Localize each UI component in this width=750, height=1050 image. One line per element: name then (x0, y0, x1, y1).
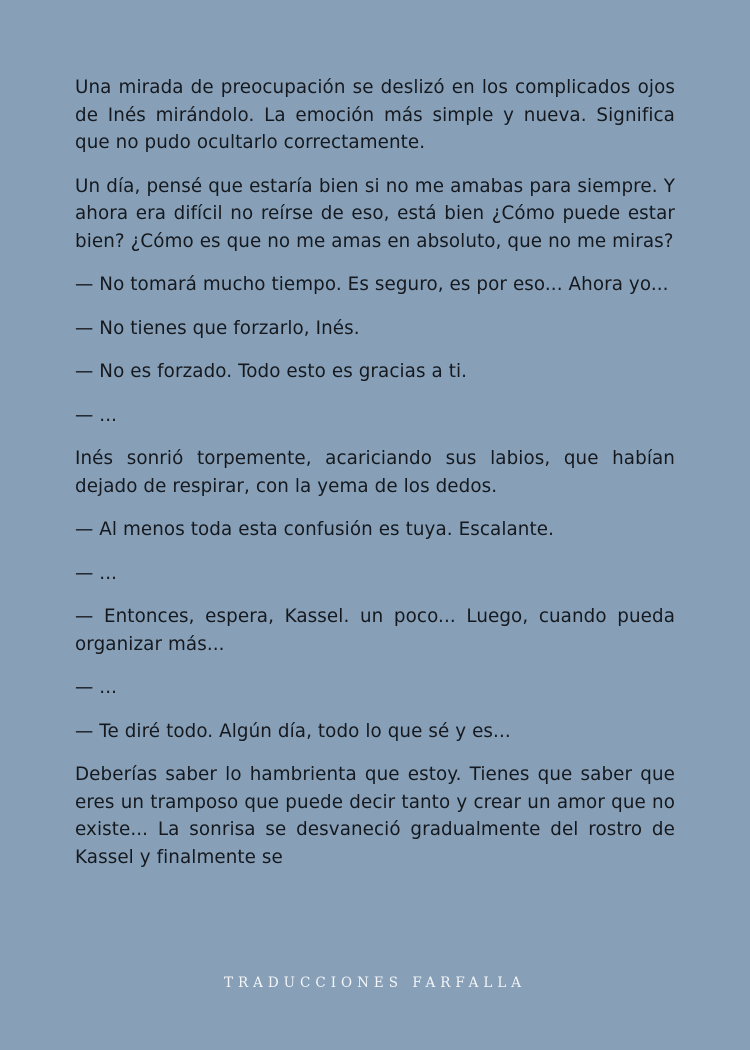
paragraph: Una mirada de preocupación se deslizó en los complicados ojos de Inés mirándolo. La emoción más simple y nueva. Significa que no pudo ocultarlo correctamente. (75, 77, 675, 153)
paragraph: Deberías saber lo hambrienta que estoy. Tienes que saber que eres un tramposo que puede decir tanto y crear un amor que no existe... La sonrisa se desvaneció gradualmente del rostro de Kassel y finalmente se (75, 764, 675, 868)
dialogue-line: — Te diré todo. Algún día, todo lo que sé y es... (75, 720, 511, 742)
dialogue-line: — ... (75, 677, 118, 698)
dialogue-line: — No tienes que forzarlo, Inés. (75, 317, 360, 339)
dialogue-line: — No tomará mucho tiempo. Es seguro, es por eso... Ahora yo... (75, 274, 669, 295)
footer-credit: TRADUCCIONES FARFALLA (223, 975, 527, 991)
dialogue-line: — Al menos toda esta confusión es tuya. Escalante. (75, 519, 555, 540)
dialogue-line: — Entonces, espera, Kassel. un poco... Luego, cuando pueda organizar más... (75, 606, 675, 655)
paragraph: Un día, pensé que estaría bien si no me amabas para siempre. Y ahora era difícil no reírse de eso, está bien ¿Cómo puede estar bien? ¿Cómo es que no me amas en absoluto, que no me miras? (75, 175, 675, 252)
dialogue-line: — ... (75, 404, 118, 426)
dialogue-line: — ... (75, 562, 118, 584)
page-body (75, 74, 675, 960)
dialogue-line: — No es forzado. Todo esto es gracias a ti. (75, 361, 468, 382)
paragraph: Inés sonrió torpemente, acariciando sus labios, que habían dejado de respirar, con la yema de los dedos. (75, 448, 675, 497)
